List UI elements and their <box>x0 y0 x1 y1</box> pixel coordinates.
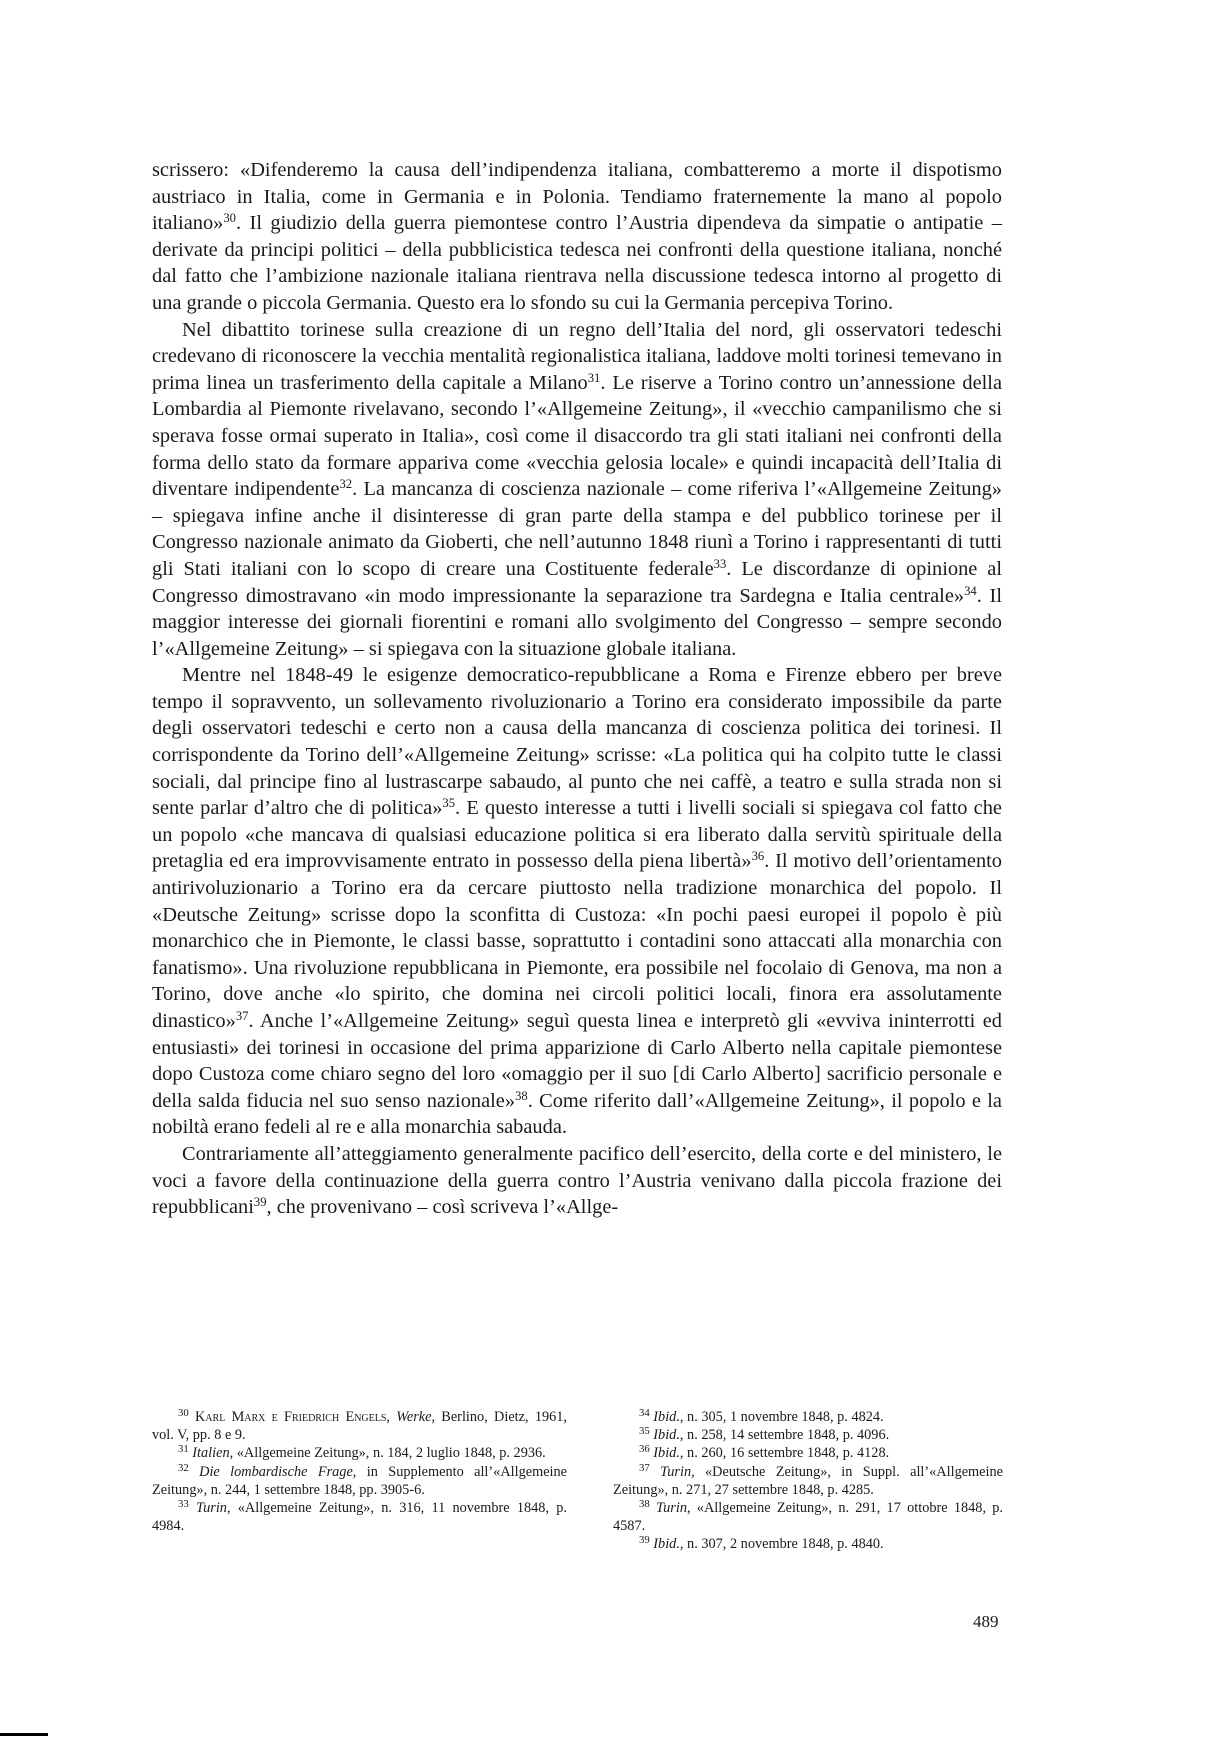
footnote-ref-32: 32 <box>339 477 353 492</box>
footnotes-left-column <box>152 1408 567 1535</box>
footnote-39: $^{39}$ Ibid., n. 307, 2 novembre 1848, p. 4840. <box>639 1534 884 1553</box>
main-text <box>152 157 1002 1221</box>
footnote-ref-34: 34 <box>964 583 977 598</box>
footnote-ref-39: 39 <box>253 1195 267 1210</box>
footnote-36: $^{36}$ Ibid., n. 260, 16 settembre 1848, p. 4128. <box>639 1443 890 1462</box>
footnote-ref-35: 35 <box>442 796 456 811</box>
page-number: 489 <box>973 1612 999 1631</box>
scan-edge-mark <box>0 1733 48 1736</box>
paragraph-1: scrissero: «Difenderemo la causa dell’indipendenza italiana, combatteremo a morte il dispotismo austriaco in Italia, come in Germania e in Polonia. Tendiamo fraternemente la mano al popolo italiano»$^{30}$. Il giudizio della guerra piemontese contro l’Austria dipendeva da simpatie o antipatie – derivate da principi politici – della pubblicistica tedesca nei confronti della questione italiana, nonché dal fatto che l’ambizione nazionale italiana rientrava nella discussione tedesca intorno al progetto di una grande o piccola Germania. Questo era lo sfondo su cui la Germania percepiva Torino. <box>152 159 1002 314</box>
footnote-ref-31: 31 <box>587 370 601 385</box>
footnote-ref-38: 38 <box>515 1088 528 1103</box>
paragraph-4: Contrariamente all’atteggiamento generalmente pacifico dell’esercito, della corte e del ministero, le voci a favore della continuazione della guerra contro l’Austria venivano dalla piccola frazione dei repubblicani$^{39}$, che provenivano – così scriveva l’«Allge- <box>152 1142 1002 1219</box>
footnote-38: $^{38}$ Turin, «Allgemeine Zeitung», n. 291, 17 ottobre 1848, p. 4587. <box>613 1498 1003 1535</box>
paragraph-2: Nel dibattito torinese sulla creazione di un regno dell’Italia del nord, gli osservatori tedeschi credevano di riconoscere la vecchia mentalità regionalistica italiana, laddove molti torinesi temevano in prima linea un trasferimento della capitale a Milano$^{31}$. Le riserve a Torino contro un’annessione della Lombardia al Piemonte rivelavano, secondo l’«Allgemeine Zeitung», il «vecchio campanilismo che si sperava fosse ormai superato in Italia», così come il disaccordo tra gli stati italiani nei confronti della forma dello stato da formare appariva come «vecchia gelosia locale» e quindi incapacità dell’Italia di diventare indipendente$^{32}$. La mancanza di coscienza nazionale – come riferiva l’«Allgemeine Zeitung» – spiegava infine anche il disinteresse di gran parte della stampa e del pubblico torinese per il Congresso nazionale animato da Gioberti, che nell’autunno 1848 riunì a Torino i rappresentanti di tutti gli Stati italiani con lo scopo di creare una Costituente federale$^{33}$. Le discordanze di opinione al Congresso dimostravano «in modo impressionante la separazione tra Sardegna e Italia centrale»$^{34}$. Il maggior interesse dei giornali fiorentini e romani allo svolgimento del Congresso – sempre secondo l’«Allgemeine Zeitung» – si spiegava con la situazione globale italiana. <box>152 318 1003 660</box>
footnote-ref-36: 36 <box>751 849 765 864</box>
footnote-30: $^{30}$ Karl Marx e Friedrich Engels, Werke, Berlino, Dietz, 1961, vol. V, pp. 8 e 9. <box>152 1407 567 1444</box>
footnote-ref-37: 37 <box>235 1009 249 1024</box>
footnote-37: $^{37}$ Turin, «Deutsche Zeitung», in Suppl. all’«Allgemeine Zeitung», n. 271, 27 settembre 1848, p. 4285. <box>613 1461 1003 1498</box>
footnote-31: $^{31}$ Italien, «Allgemeine Zeitung», n. 184, 2 luglio 1848, p. 2936. <box>178 1443 546 1462</box>
footnote-32: $^{32}$ Die lombardische Frage, in Supplemento all’«Allgemeine Zeitung», n. 244, 1 settembre 1848, pp. 3905-6. <box>152 1461 568 1498</box>
footnote-34: $^{34}$ Ibid., n. 305, 1 novembre 1848, p. 4824. <box>639 1407 884 1425</box>
footnote-35: $^{35}$ Ibid., n. 258, 14 settembre 1848, p. 4096. <box>639 1425 890 1444</box>
paragraph-3: Mentre nel 1848-49 le esigenze democratico-repubblicane a Roma e Firenze ebbero per breve tempo il sopravvento, un sollevamento rivoluzionario a Torino era considerato impossibile da parte degli osservatori tedeschi e certo non a causa della mancanza di coscienza politica dei torinesi. Il corrispondente da Torino dell’«Allgemeine Zeitung» scrisse: «La politica qui ha colpito tutte le classi sociali, dal principe fino al lustrascarpe sabaudo, al punto che nei caffè, a teatro e sulla strada non si sente parlar d’altro che di politica»$^{35}$. E questo interesse a tutti i livelli sociali si spiegava col fatto che un popolo «che mancava di qualsiasi educazione politica si era liberato dalla servitù spirituale della pretaglia ed era improvvisamente entrato in possesso della piena libertà»$^{36}$. Il motivo dell’orientamento antirivoluzionario a Torino era da cercare piuttosto nella tradizione monarchica del popolo. Il «Deutsche Zeitung» scrisse dopo la sconfitta di Custoza: «In pochi paesi europei il popolo è più monarchico che in Piemonte, le classi basse, soprattutto i contadini sono attaccati alla monarchia con fanatismo». Una rivoluzione repubblicana in Piemonte, era possibile nel focolaio di Genova, ma non a Torino, dove anche «lo spirito, che domina nei circoli politici locali, finora era assolutamente dinastico»$^{37}$. Anche l’«Allgemeine Zeitung» seguì questa linea e interpretò gli «evviva ininterrotti ed entusiasti» dei torinesi in occasione del prima apparizione di Carlo Alberto nella capitale piemontese dopo Custoza come chiaro segno del loro «omaggio per il suo [di Carlo Alberto] sacrificio personale e della salda fiducia nel suo senso nazionale»$^{38}$. Come riferito dall’«Allgemeine Zeitung», il popolo e la nobiltà erano fedeli al re e alla monarchia sabauda. <box>152 664 1002 1139</box>
footnotes-right-column <box>613 1408 1003 1554</box>
footnote-ref-30: 30 <box>223 211 236 226</box>
footnote-ref-33: 33 <box>713 556 727 571</box>
footnote-33: $^{33}$ Turin, «Allgemeine Zeitung», n. 316, 11 novembre 1848, p. 4984. <box>152 1498 567 1535</box>
